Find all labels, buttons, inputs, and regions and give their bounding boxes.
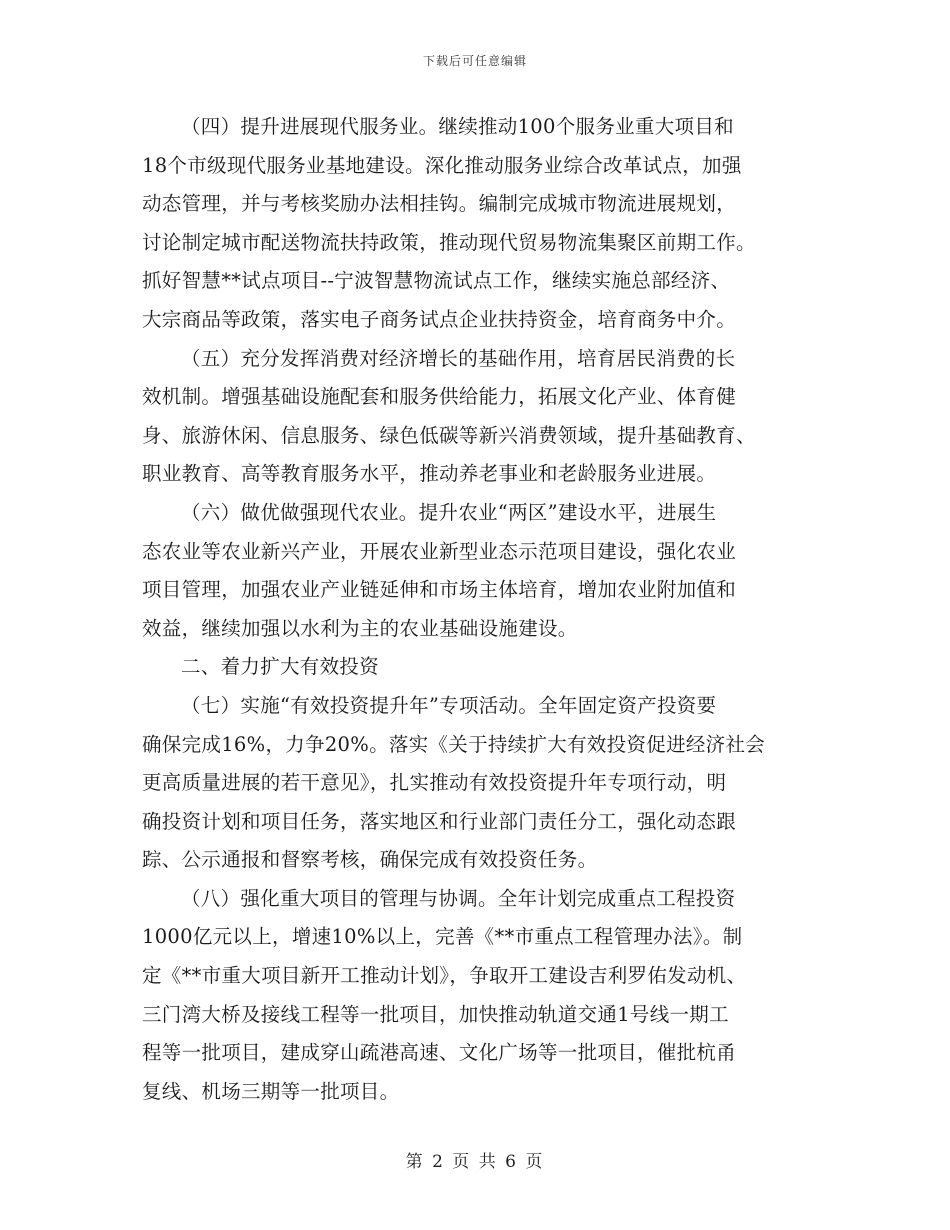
- paragraph-services: [142, 108, 812, 340]
- text-line: 18个市级现代服务业基地建设。深化推动服务业综合改革试点，加强: [142, 153, 742, 177]
- text-line: 复线、机场三期等一批项目。: [142, 1079, 400, 1103]
- text-line: 三门湾大桥及接线工程等一批项目，加快推动轨道交通1号线一期工: [142, 1002, 729, 1026]
- paragraph-investment: [142, 687, 812, 880]
- paragraph-consumption: [142, 340, 812, 494]
- section-heading: [142, 648, 812, 687]
- text-line: 态农业等农业新兴产业，开展农业新型业态示范项目建设，强化农业: [142, 539, 737, 563]
- text-line: 二、着力扩大有效投资: [181, 655, 380, 679]
- text-line: 确保完成16%，力争20%。落实《关于持续扩大有效投资促进经济社会: [142, 732, 766, 756]
- paragraph-agriculture: [142, 494, 812, 648]
- text-line: （六）做优做强现代农业。提升农业“两区”建设水平，进展生: [181, 500, 717, 524]
- text-line: （八）强化重大项目的管理与协调。全年计划完成重点工程投资: [181, 886, 736, 910]
- text-line: （四）提升进展现代服务业。继续推动100个服务业重大项目和: [181, 115, 734, 138]
- page-header: 下载后可任意编辑: [422, 54, 527, 68]
- text-line: 大宗商品等政策，落实电子商务试点企业扶持资金，培育商务中介。: [142, 307, 737, 331]
- text-line: 程等一批项目，建成穿山疏港高速、文化广场等一批项目，催批杭甬: [142, 1041, 737, 1065]
- text-line: 职业教育、高等教育服务水平，推动养老事业和老龄服务业进展。: [142, 462, 717, 486]
- text-line: 动态管理，并与考核奖励办法相挂钩。编制完成城市物流进展规划，: [142, 192, 737, 216]
- text-line: 项目管理，加强农业产业链延伸和市场主体培育，增加农业附加值和: [142, 578, 737, 602]
- text-line: （五）充分发挥消费对经济增长的基础作用，培育居民消费的长: [181, 346, 736, 370]
- text-line: 效机制。增强基础设施配套和服务供给能力，拓展文化产业、体育健: [142, 385, 737, 409]
- text-line: 定《**市重大项目新开工推动计划》，争取开工建设吉利罗佑发动机、: [142, 964, 747, 988]
- text-line: （七）实施“有效投资提升年”专项活动。全年固定资产投资要: [181, 693, 717, 717]
- text-line: 踪、公示通报和督察考核，确保完成有效投资任务。: [142, 848, 598, 872]
- document-body: [142, 108, 812, 1111]
- text-line: 更高质量进展的若干意见》，扎实推动有效投资提升年专项行动，明: [142, 771, 727, 795]
- text-line: 身、旅游休闲、信息服务、绿色低碳等新兴消费领域，提升基础教育、: [142, 423, 756, 447]
- text-line: 抓好智慧**试点项目--宁波智慧物流试点工作，继续实施总部经济、: [142, 269, 731, 293]
- text-line: 确投资计划和项目任务，落实地区和行业部门责任分工，强化动态跟: [142, 809, 737, 833]
- text-line: 1000亿元以上，增速10%以上，完善《**市重点工程管理办法》。制: [142, 925, 743, 949]
- paragraph-major-projects: [142, 880, 812, 1112]
- text-line: 讨论制定城市配送物流扶持政策，推动现代贸易物流集聚区前期工作。: [142, 230, 756, 254]
- text-line: 效益，继续加强以水利为主的农业基础设施建设。: [142, 616, 578, 640]
- page-number: 第 2 页 共 6 页: [405, 1152, 545, 1172]
